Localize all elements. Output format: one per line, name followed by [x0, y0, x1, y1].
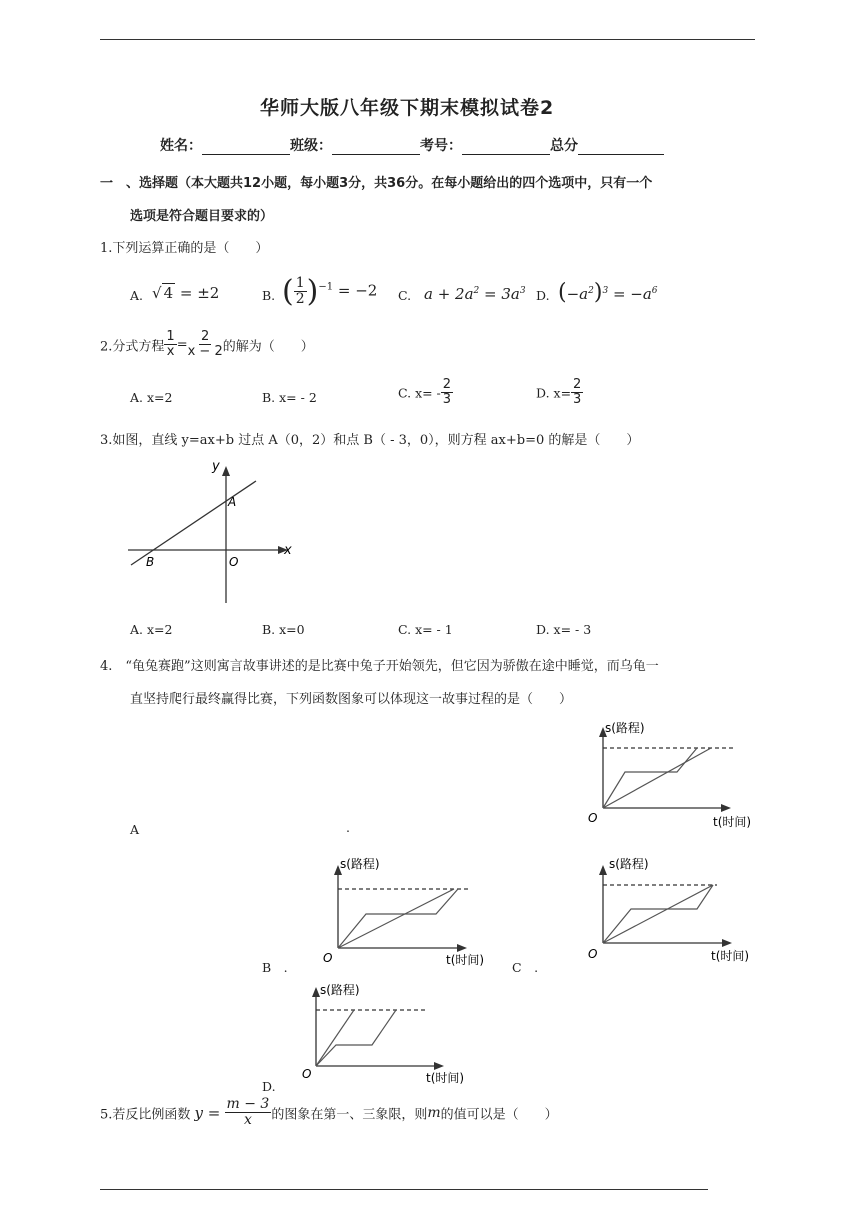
q4-graph-b	[320, 850, 500, 972]
graph-a-xlabel: t(时间)	[713, 815, 752, 829]
q3-option-c: C. x= - 1	[398, 622, 453, 637]
q5-func-y: y =	[194, 1103, 221, 1122]
graph-b-tortoise	[338, 889, 454, 948]
class-label: 班级：	[290, 138, 332, 154]
y-axis-arrow	[222, 466, 230, 476]
exam-no-label: 考号：	[420, 138, 462, 154]
graph-c-ylabel: s(路程)	[609, 857, 649, 871]
total-label: 总分	[550, 138, 578, 154]
q2-option-a: A. x=2	[130, 390, 173, 405]
q4-graph-c	[585, 850, 765, 972]
q4-option-c-label: C .	[512, 960, 539, 975]
line-ab	[131, 481, 256, 565]
q2-option-b: B. x= - 2	[262, 390, 317, 405]
y-axis-label: y	[212, 459, 220, 474]
graph-a-ylabel: s(路程)	[605, 721, 645, 735]
q3-stem: 3.如图，直线 y=ax+b 过点 A（0，2）和点 B（ - 3，0），则方程 ax+b=0 的解是（ ）	[100, 433, 640, 448]
q2-option-d: D. x= $\frac{2}{3}$	[536, 377, 582, 408]
graph-b-x-arrow	[457, 944, 467, 952]
q3-option-d: D. x= - 3	[536, 622, 592, 637]
section-heading: 一 、选择题（本大题共12小题，每小题3分，共36分。在每小题给出的四个选项中，只有一个	[100, 176, 653, 191]
name-field[interactable]	[202, 140, 290, 155]
header-fields	[160, 135, 664, 155]
q3-option-a: A. x=2	[130, 622, 173, 637]
graph-a-origin: O	[588, 811, 598, 825]
q3-figure	[128, 458, 298, 603]
x-axis-label: x	[284, 543, 292, 558]
graph-a-tortoise	[603, 748, 711, 808]
top-rule	[100, 39, 755, 40]
q1-option-a-label: A.	[130, 288, 144, 303]
class-field[interactable]	[332, 140, 420, 155]
q2-options	[130, 378, 770, 418]
q4-stem-cont: 直坚持爬行最终赢得比赛，下列函数图象可以体现这一故事过程的是（ ）	[130, 692, 573, 707]
q4-option-d-label: D.	[262, 1079, 276, 1094]
q1-options	[130, 274, 770, 318]
q5-var-m: m	[427, 1104, 441, 1121]
graph-b-ylabel: s(路程)	[340, 857, 380, 871]
page-title: 华师大版八年级下期末模拟试卷2	[260, 97, 555, 119]
q1-option-d: $(-a^2)^3 = -a^6$	[558, 280, 658, 305]
q5-func-fraction: $\frac{m - 3}{x}$	[226, 1096, 270, 1129]
q4-graph-d	[298, 978, 478, 1090]
bottom-rule	[100, 1189, 708, 1190]
q2-stem-suffix: 的解为（ ）	[222, 339, 314, 355]
section-heading-cont: 选项是符合题目要求的）	[130, 209, 274, 224]
q1-option-d-label: D.	[536, 288, 550, 303]
q1-option-b-label: B.	[262, 288, 276, 303]
q1-option-c: $a + 2a^2 = 3a^3$	[424, 285, 526, 303]
q1-option-c-label: C.	[398, 288, 412, 303]
q3-option-b: B. x=0	[262, 622, 305, 637]
q2-stem-prefix: 2.分式方程	[100, 339, 165, 355]
q4-stem: 4. “龟兔赛跑”这则寓言故事讲述的是比赛中兔子开始领先，但它因为骄傲在途中睡觉，而乌龟一	[100, 659, 659, 674]
q4-option-a-dot: .	[346, 820, 350, 835]
q2-eq-right: $\frac{2}{x - 2}$	[187, 329, 223, 360]
q1-option-a: √ 4 = ±2	[152, 284, 220, 302]
graph-a-x-arrow	[721, 804, 731, 812]
q4-graph-a	[585, 718, 765, 833]
total-field[interactable]	[578, 140, 664, 155]
exam-no-field[interactable]	[462, 140, 550, 155]
q5-stem-suffix: 的图象在第一、三象限，则	[271, 1107, 428, 1123]
q2-stem: 2.分式方程 $\frac{1}{x}$ = $\frac{2}{x - 2}$ 的解为（ ）	[100, 329, 314, 360]
graph-d-y-arrow	[312, 987, 320, 997]
graph-c-tortoise	[603, 885, 713, 943]
q2-option-c: C. x= - $\frac{2}{3}$	[398, 377, 452, 408]
name-label: 姓名：	[160, 138, 202, 154]
graph-d-x-arrow	[434, 1062, 444, 1070]
q1-stem: 1.下列运算正确的是（ ）	[100, 241, 269, 256]
origin-label: O	[229, 555, 239, 569]
q5-stem-end: 的值可以是（ ）	[440, 1107, 558, 1123]
graph-c-y-arrow	[599, 865, 607, 875]
graph-d-ylabel: s(路程)	[320, 983, 360, 997]
q5-stem	[100, 1097, 558, 1141]
graph-d-origin: O	[302, 1067, 312, 1081]
q1-option-b: ( $\frac{1}{2}$ )$^{-1}$ = −2	[282, 274, 378, 309]
q2-eq-left: $\frac{1}{x}$	[166, 329, 175, 360]
q4-option-a-label: A	[130, 822, 140, 837]
graph-c-x-arrow	[722, 939, 732, 947]
graph-b-xlabel: t(时间)	[446, 953, 485, 967]
graph-d-xlabel: t(时间)	[426, 1071, 465, 1085]
graph-d-rabbit	[316, 1010, 396, 1066]
point-a-label: A	[228, 495, 237, 509]
point-b-label: B	[146, 555, 155, 569]
graph-c-origin: O	[588, 947, 598, 961]
graph-d-tortoise	[316, 1010, 354, 1066]
graph-a-rabbit	[603, 748, 697, 808]
q5-stem-prefix: 5.若反比例函数	[100, 1107, 191, 1123]
q3-options	[130, 622, 770, 640]
graph-c-xlabel: t(时间)	[711, 949, 750, 963]
q4-option-b-label: B .	[262, 960, 288, 975]
graph-b-origin: O	[323, 951, 333, 965]
